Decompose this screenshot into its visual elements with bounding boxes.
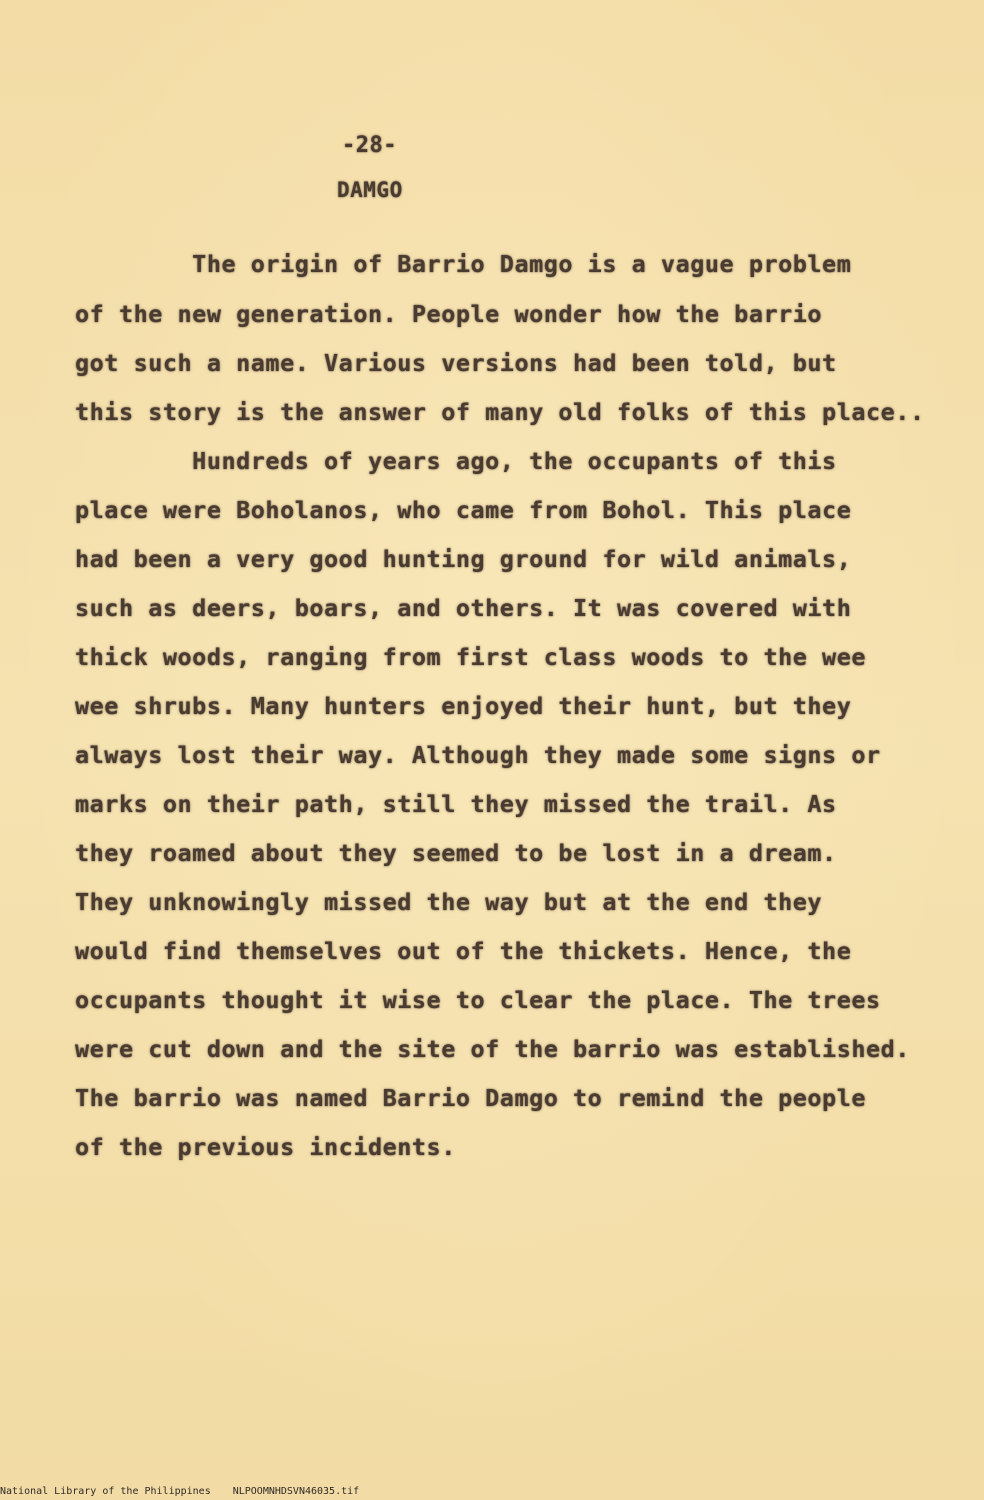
text-line: had been a very good hunting ground for wild animals, [75,545,852,573]
text-line: they roamed about they seemed to be lost in a dream. [75,839,837,867]
text-line: would find themselves out of the thickets. Hence, the [75,937,852,965]
text-line: of the previous incidents. [75,1133,456,1161]
library-name: National Library of the Philippines [0,1486,211,1497]
text-line: Hundreds of years ago, the occupants of this [75,447,837,475]
text-line: The barrio was named Barrio Damgo to remind the people [75,1084,867,1112]
text-line: place were Boholanos, who came from Bohol. This place [75,496,852,524]
text-line: this story is the answer of many old folks of this place.. [75,398,925,426]
text-line: thick woods, ranging from first class woods to the wee [75,643,867,671]
page-number: -28- [342,133,397,158]
text-line: got such a name. Various versions had been told, but [75,349,837,377]
text-line: of the new generation. People wonder how the barrio [75,300,823,328]
text-line: marks on their path, still they missed the trail. As [75,790,837,818]
scan-footer [0,1486,381,1497]
text-line: They unknowingly missed the way but at the end they [75,888,823,916]
document-title: DAMGO [337,178,403,202]
text-line: wee shrubs. Many hunters enjoyed their hunt, but they [75,692,852,720]
text-line: always lost their way. Although they made some signs or [75,741,881,769]
file-name: NLPOOMNHDSVN46035.tif [232,1486,360,1497]
text-line: occupants thought it wise to clear the place. The trees [75,986,881,1014]
text-line: were cut down and the site of the barrio was established. [75,1035,910,1063]
text-line: such as deers, boars, and others. It was covered with [75,594,852,622]
text-line: The origin of Barrio Damgo is a vague problem [75,250,852,278]
